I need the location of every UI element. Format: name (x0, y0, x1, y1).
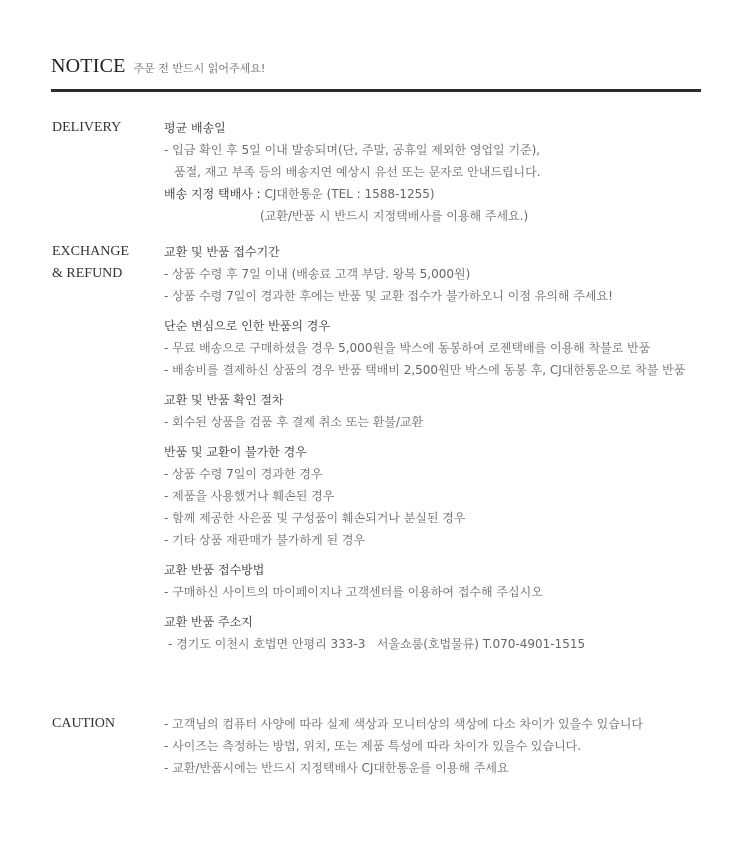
exchange-section (164, 241, 724, 655)
delivery-label: DELIVERY (52, 120, 122, 135)
exchange-line: - 회수된 상품을 검품 후 결제 취소 또는 환불/교환 (164, 415, 424, 429)
exchange-line: - 상품 수령 7일이 경과한 경우 (164, 467, 323, 481)
exchange-heading: 교환 반품 주소지 (164, 615, 253, 629)
delivery-courier (164, 183, 724, 205)
exchange-line: - 무료 배송으로 구매하셨을 경우 5,000원을 박스에 동봉하여 로젠택배를 이용해 착불로 반품 (164, 341, 651, 355)
exchange-line: - 함께 제공한 사은품 및 구성품이 훼손되거나 분실된 경우 (164, 511, 466, 525)
exchange-label-line1: EXCHANGE (52, 244, 129, 259)
exchange-line: - 제품을 사용했거나 훼손된 경우 (164, 489, 335, 503)
exchange-line: - 구매하신 사이트의 마이페이지나 고객센터를 이용하여 접수해 주십시오 (164, 585, 543, 599)
courier-value: CJ대한통운 (TEL : 1588-1255) (264, 187, 435, 201)
caution-section (164, 713, 724, 779)
caution-line: - 고객님의 컴퓨터 사양에 따라 실제 색상과 모니터상의 색상에 다소 차이가 있을수 있습니다 (164, 717, 644, 731)
exchange-label (52, 241, 129, 285)
exchange-heading: 반품 및 교환이 불가한 경우 (164, 445, 307, 459)
caution-line: - 교환/반품시에는 반드시 지정택배사 CJ대한통운를 이용해 주세요 (164, 761, 509, 775)
courier-label: 배송 지정 택배사 : (164, 187, 261, 201)
exchange-label-line2: & REFUND (52, 266, 123, 281)
notice-title: NOTICE (51, 55, 126, 77)
notice-header (51, 55, 265, 78)
exchange-line: - 상품 수령 7일이 경과한 후에는 반품 및 교환 접수가 불가하오니 이점 유의해 주세요! (164, 289, 613, 303)
caution-label: CAUTION (52, 716, 115, 731)
exchange-line: - 배송비를 결제하신 상품의 경우 반품 택배비 2,500원만 박스에 동봉 후, CJ대한통운으로 착불 반품 (164, 363, 686, 377)
delivery-line: 품절, 재고 부족 등의 배송지연 예상시 유선 또는 문자로 안내드립니다. (174, 165, 541, 179)
delivery-heading: 평균 배송일 (164, 121, 226, 135)
exchange-heading: 교환 반품 접수방법 (164, 563, 265, 577)
caution-line: - 사이즈는 측정하는 방법, 위치, 또는 제품 특성에 따라 차이가 있을수 있습니다. (164, 739, 582, 753)
exchange-heading: 교환 및 반품 확인 절차 (164, 393, 284, 407)
exchange-heading: 단순 변심으로 인한 반품의 경우 (164, 319, 330, 333)
delivery-line: - 입금 확인 후 5일 이내 발송되며(단, 주말, 공휴일 제외한 영업일 기준), (164, 143, 541, 157)
delivery-section (164, 117, 724, 227)
exchange-heading: 교환 및 반품 접수기간 (164, 245, 280, 259)
exchange-address: - 경기도 이천시 호법면 안평리 333-3 서울쇼룸(호법물류) T.070-4901-1515 (168, 637, 586, 651)
exchange-line: - 상품 수령 후 7일 이내 (배송료 고객 부담. 왕복 5,000원) (164, 267, 471, 281)
notice-subtitle: 주문 전 반드시 읽어주세요! (133, 62, 266, 75)
courier-note: (교환/반품 시 반드시 지정택배사를 이용해 주세요.) (260, 209, 529, 223)
header-divider (51, 89, 701, 92)
exchange-line: - 기타 상품 재판매가 불가하게 된 경우 (164, 533, 366, 547)
